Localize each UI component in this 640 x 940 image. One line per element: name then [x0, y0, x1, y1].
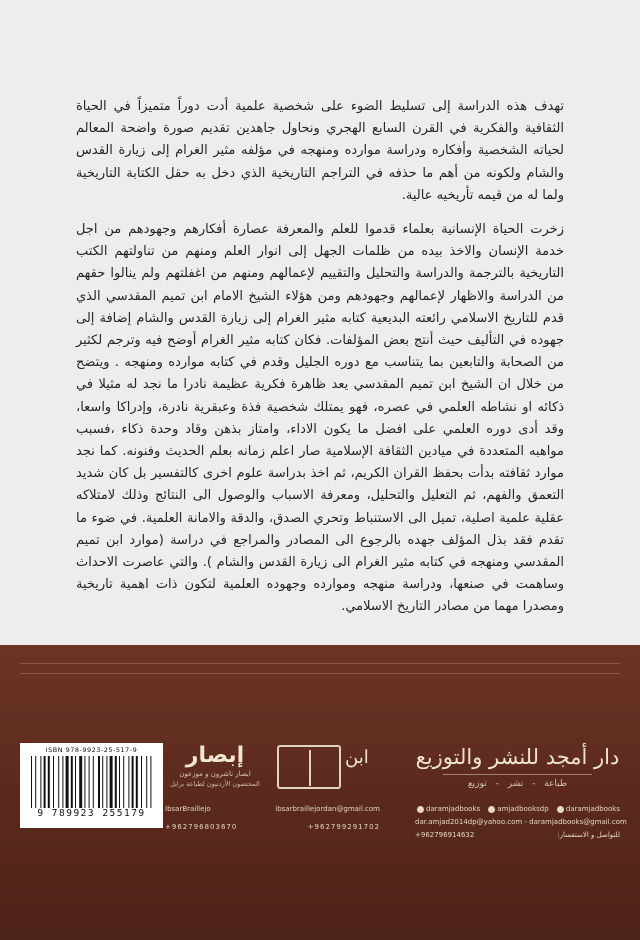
- barcode-bar: [53, 756, 54, 808]
- facebook-icon: [417, 806, 424, 813]
- open-book-icon: [277, 745, 341, 789]
- social-item-3: [555, 805, 620, 813]
- partner-phone-row: [165, 823, 380, 831]
- partner-social-row: [165, 805, 380, 813]
- barcode-bar: [131, 756, 133, 808]
- barcode-bar: [123, 756, 124, 808]
- back-cover-text: [76, 96, 564, 631]
- barcode-bar: [65, 756, 68, 808]
- barcode-bar: [75, 756, 76, 808]
- email-row: [415, 818, 627, 826]
- barcode-bar: [135, 756, 137, 808]
- paragraph-2: زخرت الحياة الإنسانية بعلماء قدموا للعلم والمعرفة عصارة أفكارهم وجهودهم من اجل خدمة الإنسان والاخذ بيده من ظلمات الجهل إلى انوار العلم ومنهم من تناولتهم الكتب التاريخية بالترجمة والدراسة والتحليل والتقييم لإعمالهم ومنهم من اغفلتهم ولم ينالوا حقهم من الدراسة والاظهار لإعمالهم وجهودهم ومن هؤلاء الشيخ الامام ابن تميم المقدسي الذي قدم للتاريخ الاسلامي رائعته البديعية كتابه مثير الغرام إلى زيارة القدس والشام إضافة إلى جهوده في التأليف حيث أنتج بعض المؤلفات. فكان كتابه مثير الغرام أوضح فيه وترجم لكثير من الصحابة والتابعين بما يتناسب مع دوره الجليل وقدم في كتابه موارده ومنهجه . ويتضح من خلال ان الشيخ ابن تميم المقدسي يعد ظاهرة فكرية عظيمة نادرا ما نجد له مثيلا في ذكائه او نشاطه العلمي في عصره، فهو يمتلك شخصية فذة وعبقرية نادرة، وإدراكا واسعا، وقد أدى دوره العلمي على افضل ما يكون الاداء، وامتاز بذهن وقاد وحدة ذكاء ،فسبب مواهبه المتعددة في ميادين الثقافة الإسلامية صار اعلم زمانه بعلم الحديث وفنونه. كما نجد موارد ثقافته بدأت بحفظ القران الكريم، ثم اخذ بدراسة علوم اخرى كالتفسير بل كان شديد التعمق والفهم، ثم التعليل والتحليل، ومعرفة الاسباب والوصول الى النتائج وذلك لامتلاكه عقلية علمية اصلية، تميل الى الاستنباط وتحري الصدق، والدقة والامانة العلمية. في ضوء ما تقدم فقد بذل المؤلف جهده بالرجوع الى المصادر والمراجع في دراسة (موارد ابن تميم المقدسي ومنهجه في كتابه مثير الغرام الى زيارة القدس والشام ). والتي عاصرت الاحداث وساهمت في صنعها، ودراسة منهجه وموارده وجهوده العلمية لتكون ذات اهمية تاريخية ومصدرا مهما من مصادر التاريخ الاسلامي.: [76, 222, 564, 615]
- ebsar-name: إبصار: [185, 743, 245, 768]
- barcode-bar: [84, 756, 85, 808]
- social-handle-3: daramjadbooks: [565, 805, 620, 813]
- barcode-bar: [92, 756, 93, 808]
- barcode-bar: [98, 756, 100, 808]
- publisher-emails: dar.amjad2014dp@yahoo.com - daramjadbooks@gmail.com: [415, 818, 627, 826]
- social-row: [415, 805, 620, 813]
- publisher-phone: +962796914632: [415, 831, 475, 839]
- barcode-bar: [43, 756, 45, 808]
- barcode-bar: [58, 756, 59, 808]
- barcode-bar: [146, 756, 147, 808]
- instagram-icon: [488, 806, 495, 813]
- ebsar-sub: ابصار ناشرون و موزعون: [179, 770, 251, 778]
- barcode-number: 9 789923 255179: [37, 808, 146, 819]
- barcode-bar: [40, 756, 41, 808]
- barcode-bar: [128, 756, 129, 808]
- logo-ornament: [443, 774, 592, 775]
- phone-2: +962799291702: [307, 823, 380, 831]
- book-logo-text: ابن: [345, 747, 369, 768]
- publisher-tagline: طباعة - نشر - توزيع: [467, 779, 568, 789]
- social-handle-2: amjadbooksdp: [497, 805, 549, 813]
- social-item-2: [486, 805, 548, 813]
- barcode-bar: [141, 756, 142, 808]
- publisher-logo: دار أمجد للنشر والتوزيع: [415, 745, 620, 769]
- phone-1: +962796803670: [165, 823, 238, 831]
- barcode-bar: [102, 756, 103, 808]
- publisher-logo-block: [415, 745, 620, 789]
- barcode-bar: [62, 756, 63, 808]
- top-divider: [20, 663, 620, 664]
- top-divider-2: [20, 673, 620, 674]
- phone-row: [415, 831, 620, 839]
- ebsar-logo: [165, 743, 265, 788]
- partner-social-1: IbsarBraillejo: [165, 805, 211, 813]
- barcode-bar: [114, 756, 116, 808]
- ebsar-sub2: المختصون الأردنيون لطباعة برايل: [170, 780, 260, 788]
- publisher-footer: [0, 645, 640, 940]
- barcode-bar: [119, 756, 120, 808]
- social-item-1: [415, 805, 480, 813]
- paragraph-1: تهدف هذه الدراسة إلى تسليط الضوء على شخصية علمية أدت دوراً متميزاً في الحياة الثقافية والفكرية في القرن السابع الهجري ونحاول جاهدين تقديم صورة واضحة المعالم لحياته الشخصية وأفكاره ودراسة موارده ومنهجه في مؤلفه مثير الغرام إلى زيارة القدس والشام ولكونه من أهم ما حذفه في التراجم التاريخية الذي دخل به حقل الكتابة التاريخية ولما له من قيمه تأريخيه عالية.: [76, 99, 564, 203]
- social-handle-1: daramjadbooks: [426, 805, 481, 813]
- isbn-label: ISBN 978-9923-25-517-9: [45, 746, 138, 754]
- twitter-icon: [557, 806, 564, 813]
- publisher-contacts: [415, 805, 627, 844]
- barcode-bar: [79, 756, 82, 808]
- barcode-bar: [31, 756, 32, 808]
- isbn-barcode: [20, 743, 163, 828]
- contact-label: للتواصل و الاستفسار:: [557, 831, 620, 839]
- barcode-bar: [150, 756, 151, 808]
- barcode-bar: [106, 756, 107, 808]
- barcode-bar: [109, 756, 112, 808]
- barcode-bar: [88, 756, 89, 808]
- barcode-bar: [70, 756, 72, 808]
- barcode-bar: [47, 756, 49, 808]
- barcode-bars: [27, 756, 157, 808]
- partner-email: ibsarbraillejordan@gmail.com: [275, 805, 380, 813]
- barcode-bar: [35, 756, 36, 808]
